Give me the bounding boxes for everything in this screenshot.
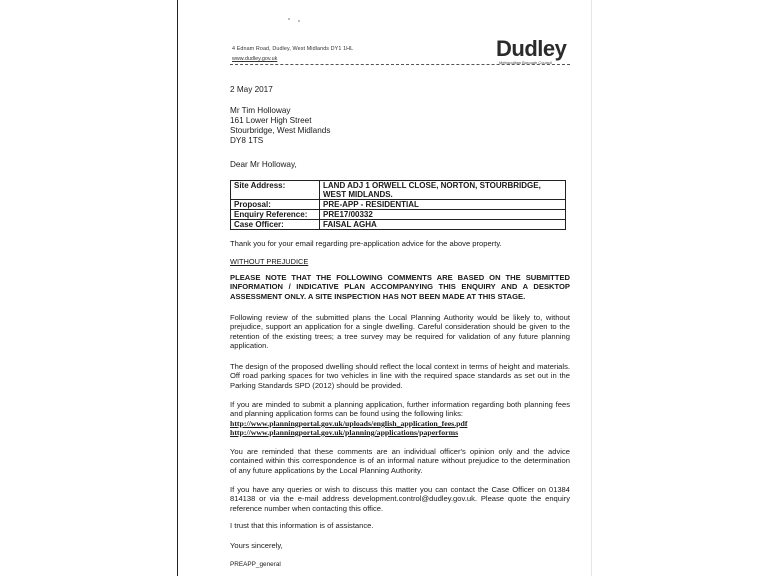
letter-date: 2 May 2017 [230, 85, 273, 94]
review-paragraph: Following review of the submitted plans the Local Planning Authority would be likely to, without prejudice, support an application for a single dwelling. Careful consideration should be given to the retention of the existing trees; a tree survey may be required for validation of any future planning application. [230, 313, 570, 351]
notice-paragraph: PLEASE NOTE THAT THE FOLLOWING COMMENTS ARE BASED ON THE SUBMITTED INFORMATION / INDICATIVE PLAN ACCOMPANYING THIS ENQUIRY AND A DESKTOP ASSESSMENT ONLY. A SITE INSPECTION HAS NOT BEEN MADE AT THIS STAGE. [230, 273, 570, 301]
proposal-value: PRE-APP - RESIDENTIAL [320, 200, 566, 210]
site-address-value: LAND ADJ 1 ORWELL CLOSE, NORTON, STOURBRIDGE, WEST MIDLANDS. [320, 181, 566, 200]
signoff: Yours sincerely, [230, 541, 283, 550]
proposal-label: Proposal: [231, 200, 320, 210]
table-row [231, 181, 566, 200]
page-edge [591, 0, 592, 576]
table-row [231, 200, 566, 210]
trust-paragraph: I trust that this information is of assistance. [230, 521, 374, 530]
council-address: 4 Ednam Road, Dudley, West Midlands DY1 1HL [232, 46, 354, 52]
enquiry-reference-value: PRE17/00332 [320, 210, 566, 220]
site-address-label: Site Address: [231, 181, 320, 200]
enquiry-reference-label: Enquiry Reference: [231, 210, 320, 220]
forms-link[interactable]: http://www.planningportal.gov.uk/planning/applications/paperforms [230, 428, 459, 437]
application-info-paragraph: If you are minded to submit a planning application, further information regarding both planning fees and planning application forms can be found using the following links: [230, 400, 570, 419]
recipient-line: Mr Tim Holloway [230, 106, 291, 115]
recipient-line: DY8 1TS [230, 136, 264, 145]
recipient-line: Stourbridge, West Midlands [230, 126, 331, 135]
thanks-paragraph: Thank you for your email regarding pre-application advice for the above property. [230, 239, 502, 248]
table-row [231, 220, 566, 230]
recipient-line: 161 Lower High Street [230, 116, 312, 125]
dudley-logo: Dudley [496, 36, 567, 61]
salutation: Dear Mr Holloway, [230, 160, 297, 169]
table-row [231, 210, 566, 220]
dudley-logo-tagline: Metropolitan Borough Council [499, 60, 552, 65]
officer-opinion-paragraph: You are reminded that these comments are an individual officer's opinion only and the advice contained within this correspondence is of an informal nature without prejudice to the determination of any future applications by the Local Planning Authority. [230, 447, 570, 475]
scan-speck [298, 20, 300, 22]
contact-paragraph: If you have any queries or wish to discuss this matter you can contact the Case Officer on 01384 814138 or via the e-mail address development.control@dudley.gov.uk. Please quote the enquiry reference number when contacting this office. [230, 485, 570, 513]
enquiry-details-table [230, 180, 566, 230]
design-paragraph: The design of the proposed dwelling should reflect the local context in terms of height and materials. Off road parking spaces for two vehicles in line with the required space standards as set out in the Parking Standards SPD (2012) should be provided. [230, 362, 570, 390]
fees-link[interactable]: http://www.planningportal.gov.uk/uploads/english_application_fees.pdf [230, 419, 468, 428]
scan-speck [288, 18, 290, 20]
case-officer-value: FAISAL AGHA [320, 220, 566, 230]
case-officer-label: Case Officer: [231, 220, 320, 230]
council-website[interactable]: www.dudley.gov.uk [232, 56, 278, 62]
footer-code: PREAPP_general [230, 561, 281, 568]
without-prejudice-heading: WITHOUT PREJUDICE [230, 257, 309, 266]
